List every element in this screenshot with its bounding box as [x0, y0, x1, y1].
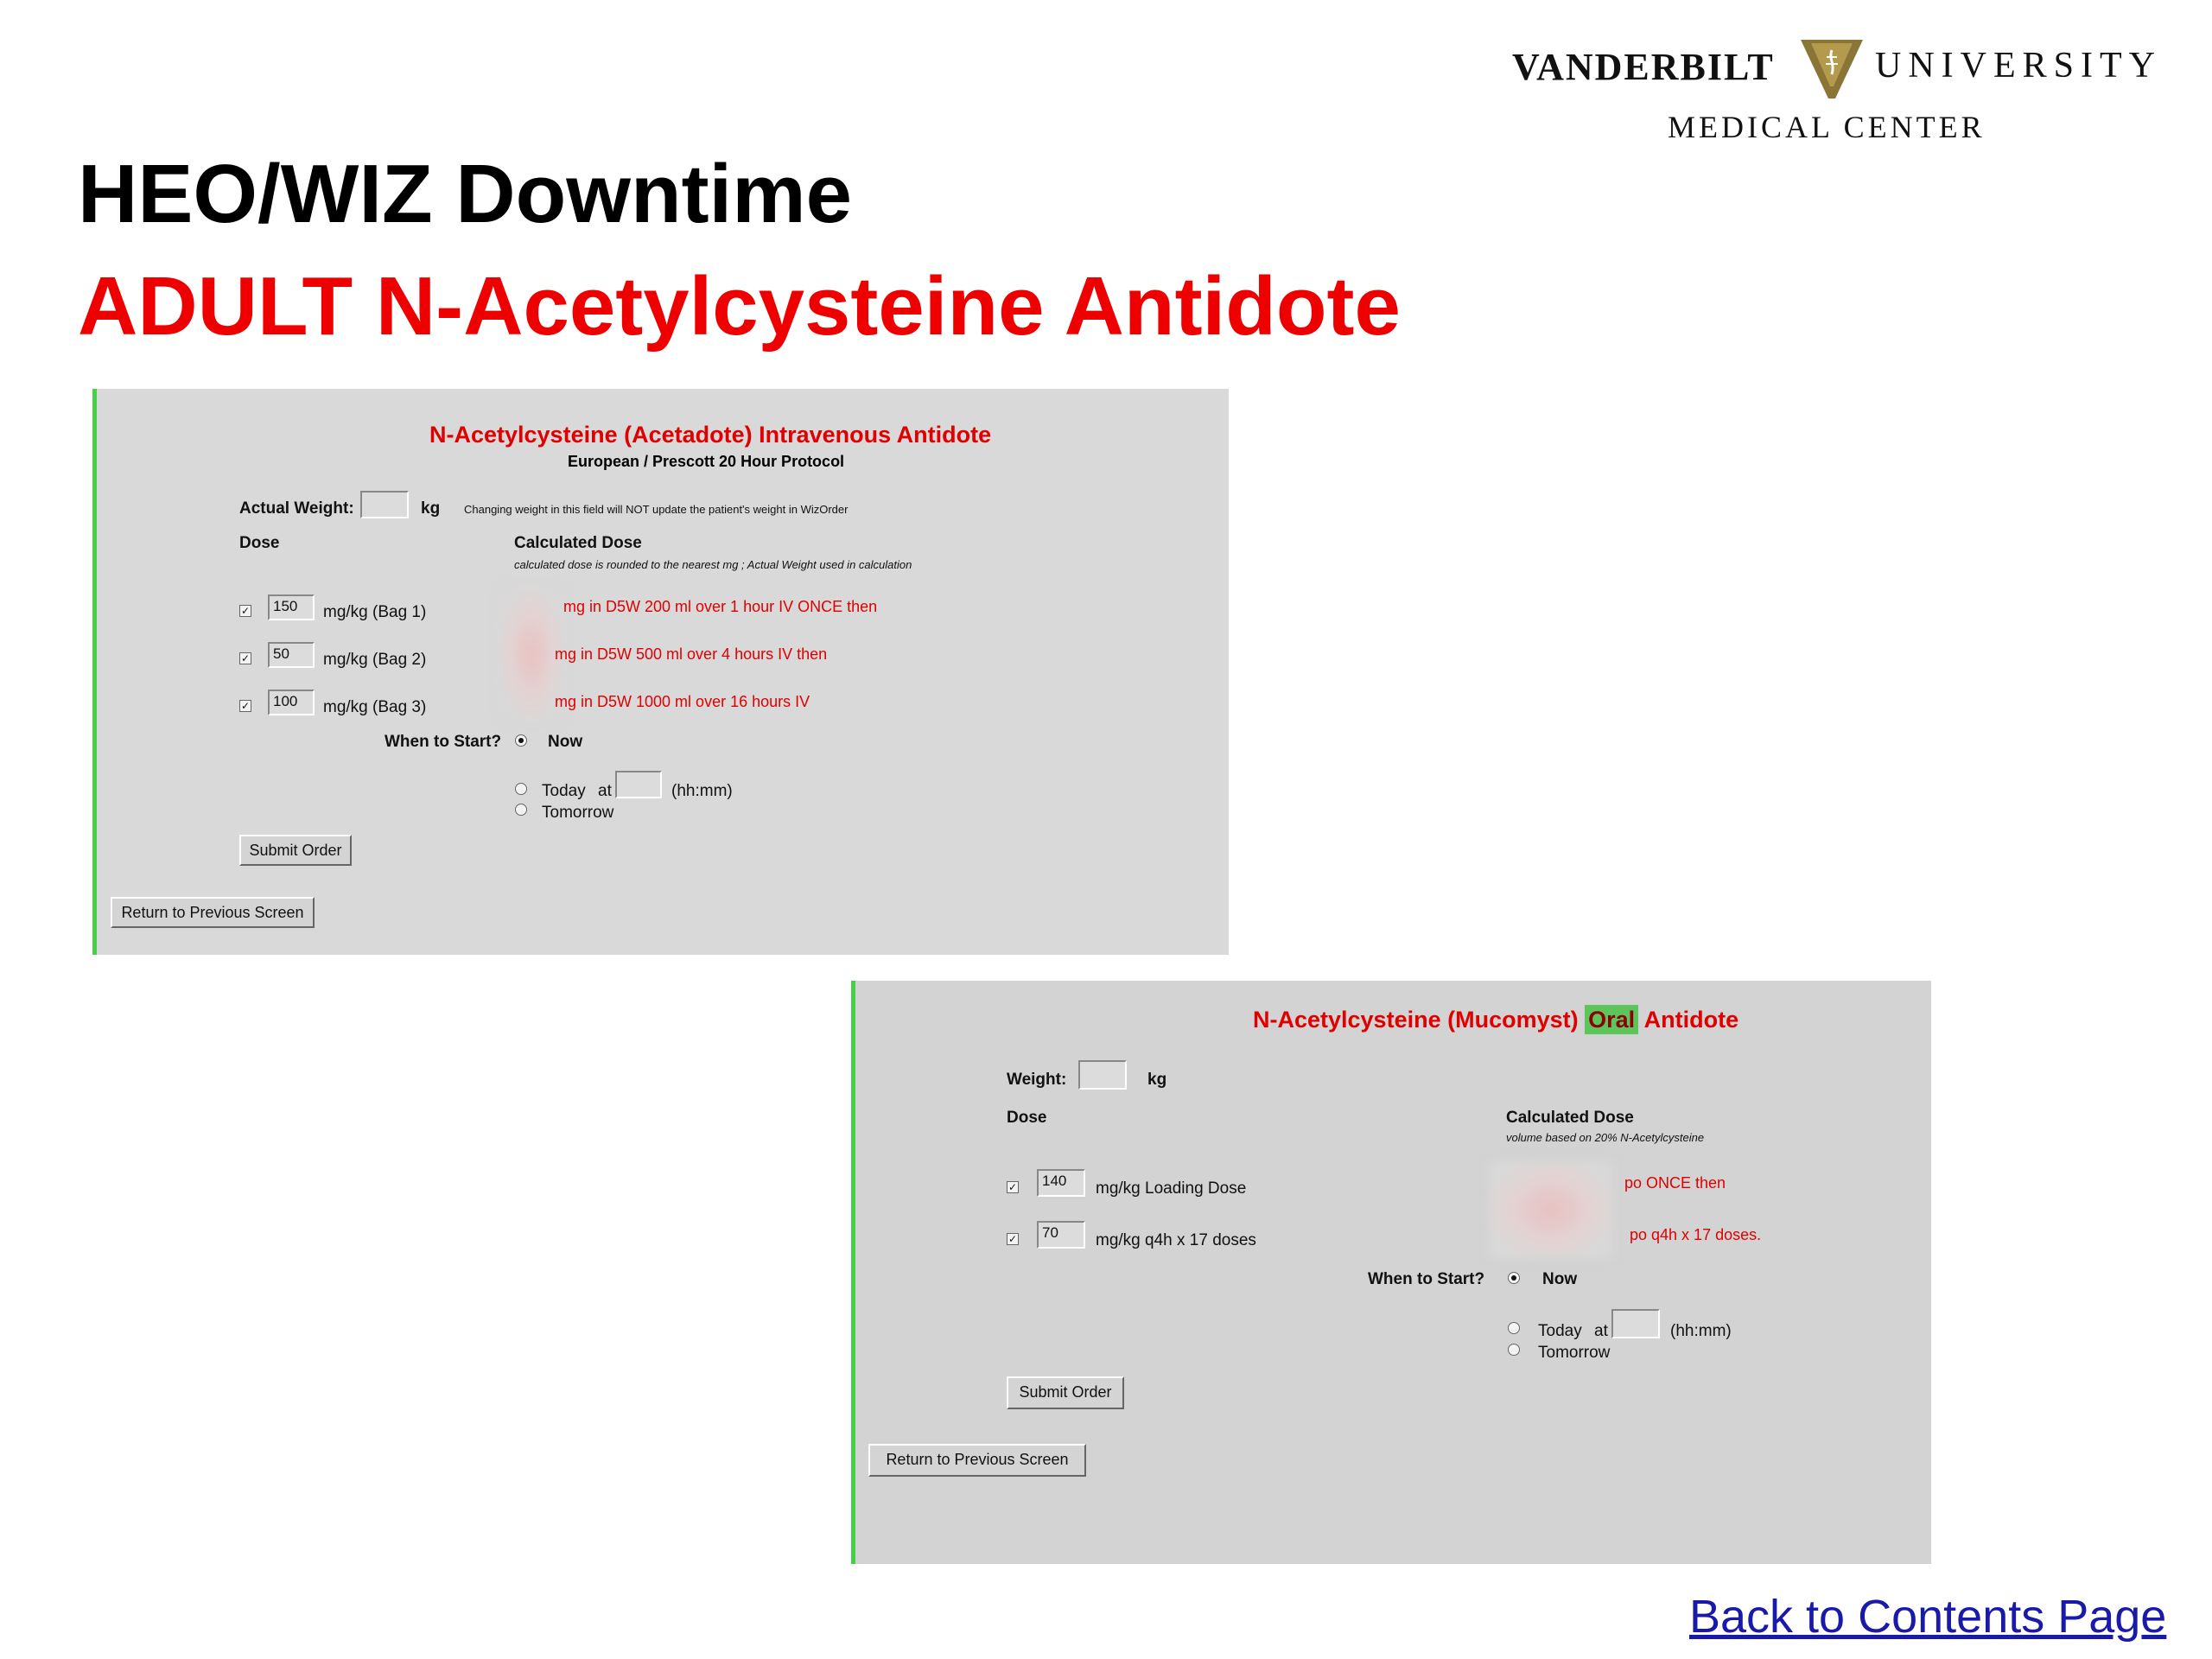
oral-form-title — [1253, 1007, 1738, 1033]
oral-calc-values-redacted — [1491, 1162, 1611, 1257]
iv-start-today-label: Today — [542, 782, 586, 800]
oral-title-highlight: Oral — [1585, 1005, 1638, 1034]
iv-bag3-dose-input[interactable]: 100 — [268, 690, 315, 715]
oral-dose-header: Dose — [1007, 1109, 1047, 1127]
back-to-contents-link[interactable]: Back to Contents Page — [1689, 1591, 2167, 1643]
oral-time-input[interactable] — [1611, 1309, 1660, 1338]
iv-start-tomorrow-radio[interactable] — [515, 804, 527, 816]
iv-calc-note: calculated dose is rounded to the nearest mg ; Actual Weight used in calculation — [514, 558, 912, 571]
oral-maintenance-unit: mg/kg q4h x 17 doses — [1096, 1231, 1256, 1249]
iv-return-button[interactable]: Return to Previous Screen — [111, 897, 315, 928]
iv-calc-values-redacted — [501, 589, 562, 719]
oral-maintenance-checkbox[interactable]: ✓ — [1007, 1233, 1018, 1245]
oral-time-hint: (hh:mm) — [1670, 1322, 1732, 1340]
oral-weight-input[interactable] — [1078, 1060, 1127, 1090]
iv-bag1-unit: mg/kg (Bag 1) — [323, 603, 427, 621]
iv-start-now-radio[interactable] — [515, 734, 527, 747]
oral-loading-unit: mg/kg Loading Dose — [1096, 1179, 1247, 1198]
iv-bag2-checkbox[interactable]: ✓ — [240, 652, 251, 664]
page-subtitle: ADULT N-Acetylcysteine Antidote — [78, 260, 1401, 353]
oral-return-button[interactable]: Return to Previous Screen — [868, 1444, 1086, 1477]
iv-start-tomorrow-label: Tomorrow — [542, 804, 614, 822]
oral-title-pre: N-Acetylcysteine (Mucomyst) — [1253, 1007, 1579, 1033]
iv-bag3-unit: mg/kg (Bag 3) — [323, 698, 427, 716]
iv-weight-input[interactable] — [360, 491, 409, 518]
oral-calc-header: Calculated Dose — [1506, 1109, 1634, 1127]
iv-weight-label: Actual Weight: — [239, 499, 354, 518]
iv-bag1-calc: mg in D5W 200 ml over 1 hour IV ONCE then — [563, 598, 878, 615]
iv-start-now-label: Now — [548, 733, 583, 751]
oral-calc-note: volume based on 20% N-Acetylcysteine — [1506, 1131, 1705, 1144]
iv-bag3-calc: mg in D5W 1000 ml over 16 hours IV — [555, 693, 810, 710]
iv-weight-note: Changing weight in this field will NOT update the patient's weight in WizOrder — [464, 503, 849, 516]
iv-calc-header: Calculated Dose — [514, 534, 642, 552]
logo-vanderbilt-text: VANDERBILT — [1512, 46, 1775, 88]
logo-university-text: UNIVERSITY — [1875, 46, 2162, 86]
vanderbilt-logo — [1503, 26, 2177, 156]
iv-dose-header: Dose — [239, 534, 280, 552]
oral-submit-order-button[interactable]: Submit Order — [1007, 1376, 1124, 1409]
oral-loading-dose-input[interactable]: 140 — [1037, 1169, 1085, 1197]
iv-when-label: When to Start? — [385, 733, 502, 751]
oral-loading-calc: po ONCE then — [1624, 1174, 1726, 1192]
iv-start-today-radio[interactable] — [515, 783, 527, 795]
oral-start-today-radio[interactable] — [1508, 1322, 1520, 1334]
logo-medical-center-text: MEDICAL CENTER — [1668, 110, 1986, 144]
oral-start-tomorrow-radio[interactable] — [1508, 1344, 1520, 1356]
oral-at-label: at — [1594, 1322, 1608, 1340]
oral-start-tomorrow-label: Tomorrow — [1538, 1344, 1611, 1362]
oral-antidote-form — [851, 981, 1931, 1564]
iv-at-label: at — [598, 782, 612, 800]
vanderbilt-v-icon — [1797, 35, 1866, 104]
oral-start-now-radio[interactable] — [1508, 1272, 1520, 1284]
iv-weight-unit: kg — [421, 499, 441, 518]
iv-form-title: N-Acetylcysteine (Acetadote) Intravenous Antidote — [429, 422, 992, 448]
iv-form-subtitle: European / Prescott 20 Hour Protocol — [568, 453, 845, 470]
page-title: HEO/WIZ Downtime — [78, 148, 852, 240]
oral-weight-unit: kg — [1147, 1071, 1167, 1089]
oral-when-label: When to Start? — [1368, 1270, 1485, 1288]
oral-maintenance-dose-input[interactable]: 70 — [1037, 1221, 1085, 1249]
iv-bag3-checkbox[interactable]: ✓ — [240, 700, 251, 712]
iv-time-hint: (hh:mm) — [671, 782, 733, 800]
iv-time-input[interactable] — [615, 771, 662, 798]
iv-bag2-dose-input[interactable]: 50 — [268, 642, 315, 668]
oral-start-today-label: Today — [1538, 1322, 1582, 1340]
iv-antidote-form — [92, 389, 1229, 955]
oral-title-post: Antidote — [1643, 1007, 1739, 1033]
iv-bag1-dose-input[interactable]: 150 — [268, 594, 315, 620]
oral-maintenance-calc: po q4h x 17 doses. — [1630, 1226, 1762, 1243]
iv-bag1-checkbox[interactable]: ✓ — [240, 605, 251, 617]
iv-bag2-unit: mg/kg (Bag 2) — [323, 651, 427, 669]
oral-loading-checkbox[interactable]: ✓ — [1007, 1181, 1018, 1193]
iv-submit-order-button[interactable]: Submit Order — [239, 835, 352, 866]
oral-weight-label: Weight: — [1007, 1071, 1067, 1089]
iv-bag2-calc: mg in D5W 500 ml over 4 hours IV then — [555, 645, 828, 663]
oral-start-now-label: Now — [1542, 1270, 1578, 1288]
